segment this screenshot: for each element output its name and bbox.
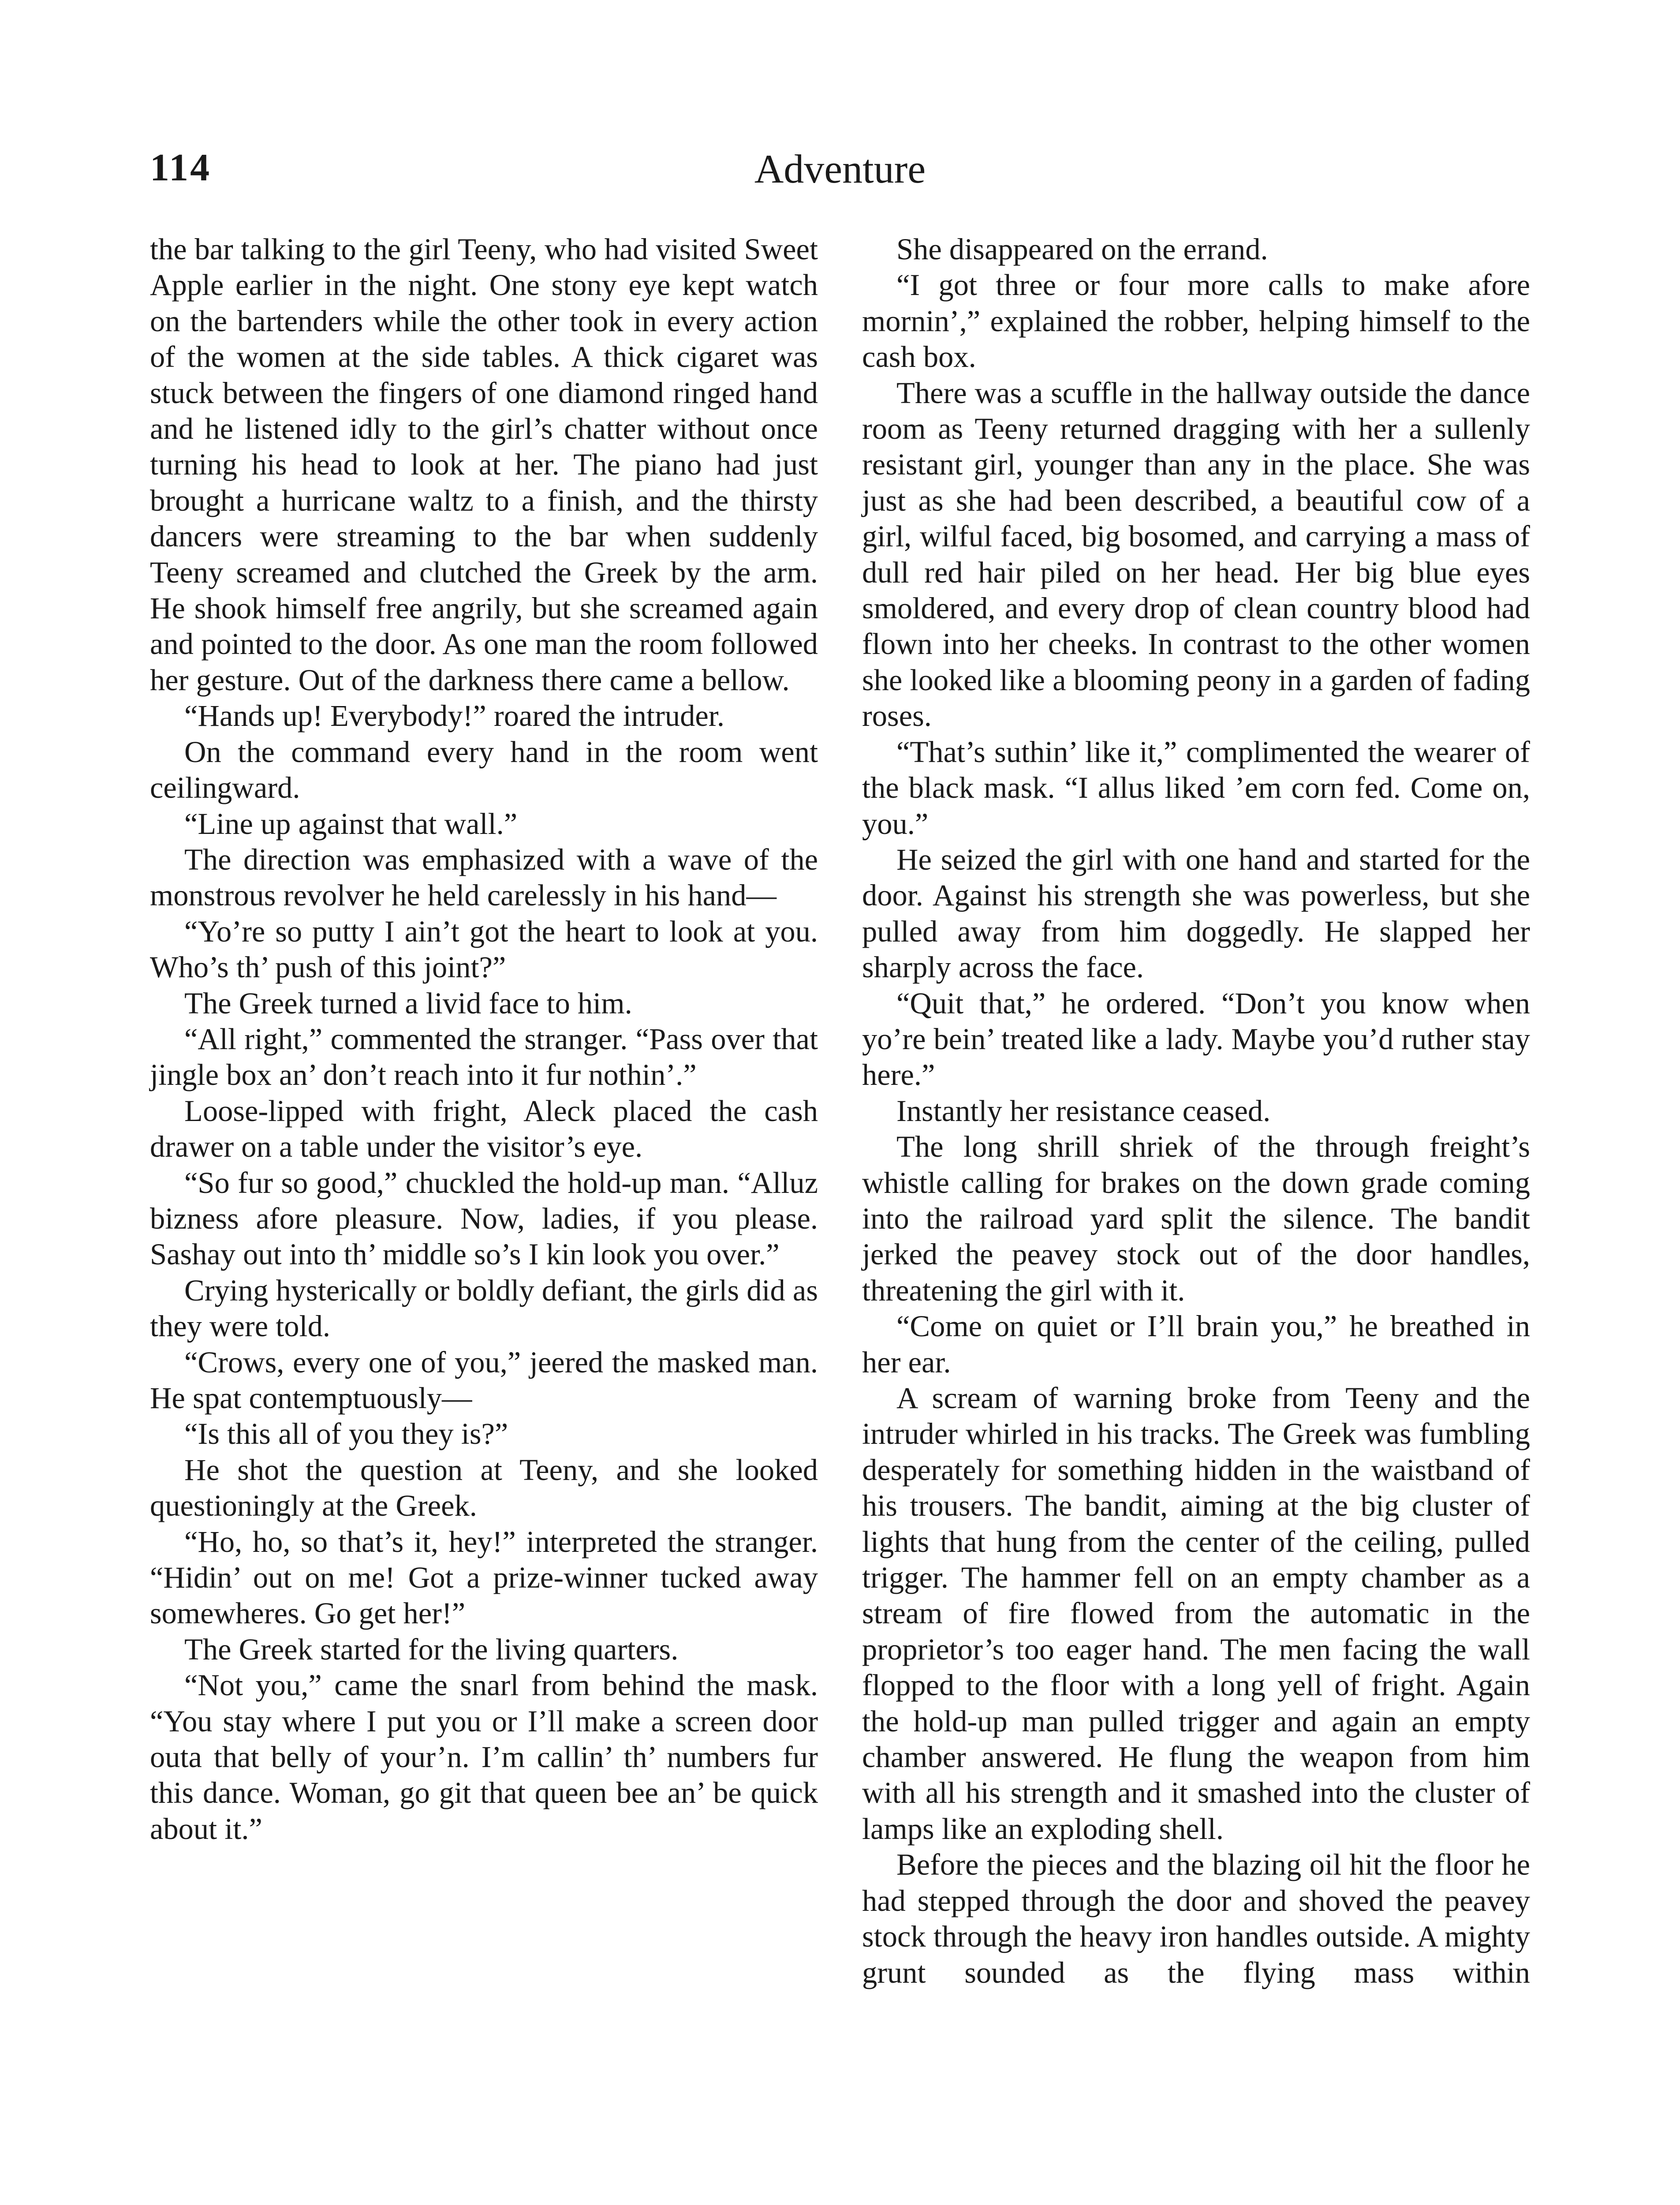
paragraph: On the command every hand in the room went ceilingward. bbox=[150, 735, 818, 805]
paragraph: “So fur so good,” chuckled the hold-up man. “Alluz bizness afore pleasure. Now, ladies, if you please. Sashay out into th’ middle so’s I kin look you over.” bbox=[150, 1166, 818, 1271]
paragraph: He shot the question at Teeny, and she looked questioningly at the Greek. bbox=[150, 1453, 818, 1523]
paragraph: “Ho, ho, so that’s it, hey!” interpreted the stranger. “Hidin’ out on me! Got a prize-winner tucked away somewheres. Go get her!” bbox=[150, 1525, 818, 1630]
paragraph: Before the pieces and the blazing oil hit the floor he had stepped through the door and shoved the peavey stock through the heavy iron handles outside. A mighty grunt sounded as the flying mass within bbox=[862, 1848, 1530, 1989]
paragraph: “All right,” commented the stranger. “Pass over that jingle box an’ don’t reach into it fur nothin’.” bbox=[150, 1022, 818, 1092]
paragraph: Loose-lipped with fright, Aleck placed the cash drawer on a table under the visitor’s eye. bbox=[150, 1094, 818, 1164]
paragraph: He seized the girl with one hand and started for the door. Against his strength she was powerless, but she pulled away from him doggedly. He slapped her sharply across the face. bbox=[862, 842, 1530, 984]
paragraph: Crying hysterically or boldly defiant, the girls did as they were told. bbox=[150, 1273, 818, 1343]
paragraph: the bar talking to the girl Teeny, who had visited Sweet Apple earlier in the night. One stony eye kept watch on the bartenders while the other took in every action of the women at the side tables. A thick cigaret was stuck between the fingers of one diamond ringed hand and he listened idly to the girl’s chatter without once turning his head to look at her. The piano had just brought a hurricane waltz to a finish, and the thirsty dancers were streaming to the bar when suddenly Teeny screamed and clutched the Greek by the arm. He shook himself free angrily, but she screamed again and pointed to the door. As one man the room followed her gesture. Out of the darkness there came a bellow. bbox=[150, 232, 818, 697]
paragraph: The direction was emphasized with a wave of the monstrous revolver he held carelessly in his hand— bbox=[150, 842, 818, 912]
paragraph: “Quit that,” he ordered. “Don’t you know when yo’re bein’ treated like a lady. Maybe you’d ruther stay here.” bbox=[862, 986, 1530, 1092]
paragraph: A scream of warning broke from Teeny and the intruder whirled in his tracks. The Greek was fumbling desperately for something hidden in the waistband of his trousers. The bandit, aiming at the big cluster of lights that hung from the center of the ceiling, pulled trigger. The hammer fell on an empty chamber as a stream of fire flowed from the automatic in the proprietor’s too eager hand. The men facing the wall flopped to the floor with a long yell of fright. Again the hold-up man pulled trigger and again an empty chamber answered. He flung the weapon from him with all his strength and it smashed into the cluster of lamps like an exploding shell. bbox=[862, 1381, 1530, 1846]
paragraph: “Yo’re so putty I ain’t got the heart to look at you. Who’s th’ push of this joint?” bbox=[150, 914, 818, 984]
paragraph: There was a scuffle in the hallway outside the dance room as Teeny returned dragging with her a sullenly resistant girl, younger than any in the place. She was just as she had been described, a beautiful cow of a girl, wilful faced, big bosomed, and carrying a mass of dull red hair piled on her head. Her big blue eyes smoldered, and every drop of clean country blood had flown into her cheeks. In contrast to the other women she looked like a blooming peony in a garden of fading roses. bbox=[862, 376, 1530, 733]
paragraph: “Not you,” came the snarl from behind the mask. “You stay where I put you or I’ll make a screen door outa that belly of your’n. I’m callin’ th’ numbers fur this dance. Woman, go git that queen bee an’ be quick about it.” bbox=[150, 1668, 818, 1846]
paragraph: The long shrill shriek of the through freight’s whistle calling for brakes on the down grade coming into the railroad yard split the silence. The bandit jerked the peavey stock out of the door handles, threatening the girl with it. bbox=[862, 1130, 1530, 1307]
paragraph: “That’s suthin’ like it,” complimented the wearer of the black mask. “I allus liked ’em corn fed. Come on, you.” bbox=[862, 735, 1530, 841]
left-column bbox=[150, 232, 818, 1847]
page-number: 114 bbox=[150, 146, 212, 189]
paragraph: The Greek started for the living quarters. bbox=[184, 1632, 679, 1666]
paragraph: “I got three or four more calls to make afore mornin’,” explained the robber, helping himself to the cash box. bbox=[862, 268, 1530, 374]
paragraph: “Is this all of you they is?” bbox=[184, 1417, 508, 1451]
page-header bbox=[150, 146, 1530, 207]
paragraph: Instantly her resistance ceased. bbox=[896, 1094, 1271, 1128]
paragraph: “Come on quiet or I’ll brain you,” he breathed in her ear. bbox=[862, 1309, 1530, 1379]
paragraph: “Line up against that wall.” bbox=[184, 807, 518, 841]
paragraph: “Crows, every one of you,” jeered the masked man. He spat contemptuously— bbox=[150, 1345, 818, 1415]
paragraph: “Hands up! Everybody!” roared the intruder. bbox=[184, 699, 724, 733]
paragraph: She disappeared on the errand. bbox=[896, 232, 1268, 266]
right-column bbox=[862, 232, 1530, 1991]
paragraph: The Greek turned a livid face to him. bbox=[184, 986, 632, 1020]
running-head-title: Adventure bbox=[754, 146, 926, 191]
